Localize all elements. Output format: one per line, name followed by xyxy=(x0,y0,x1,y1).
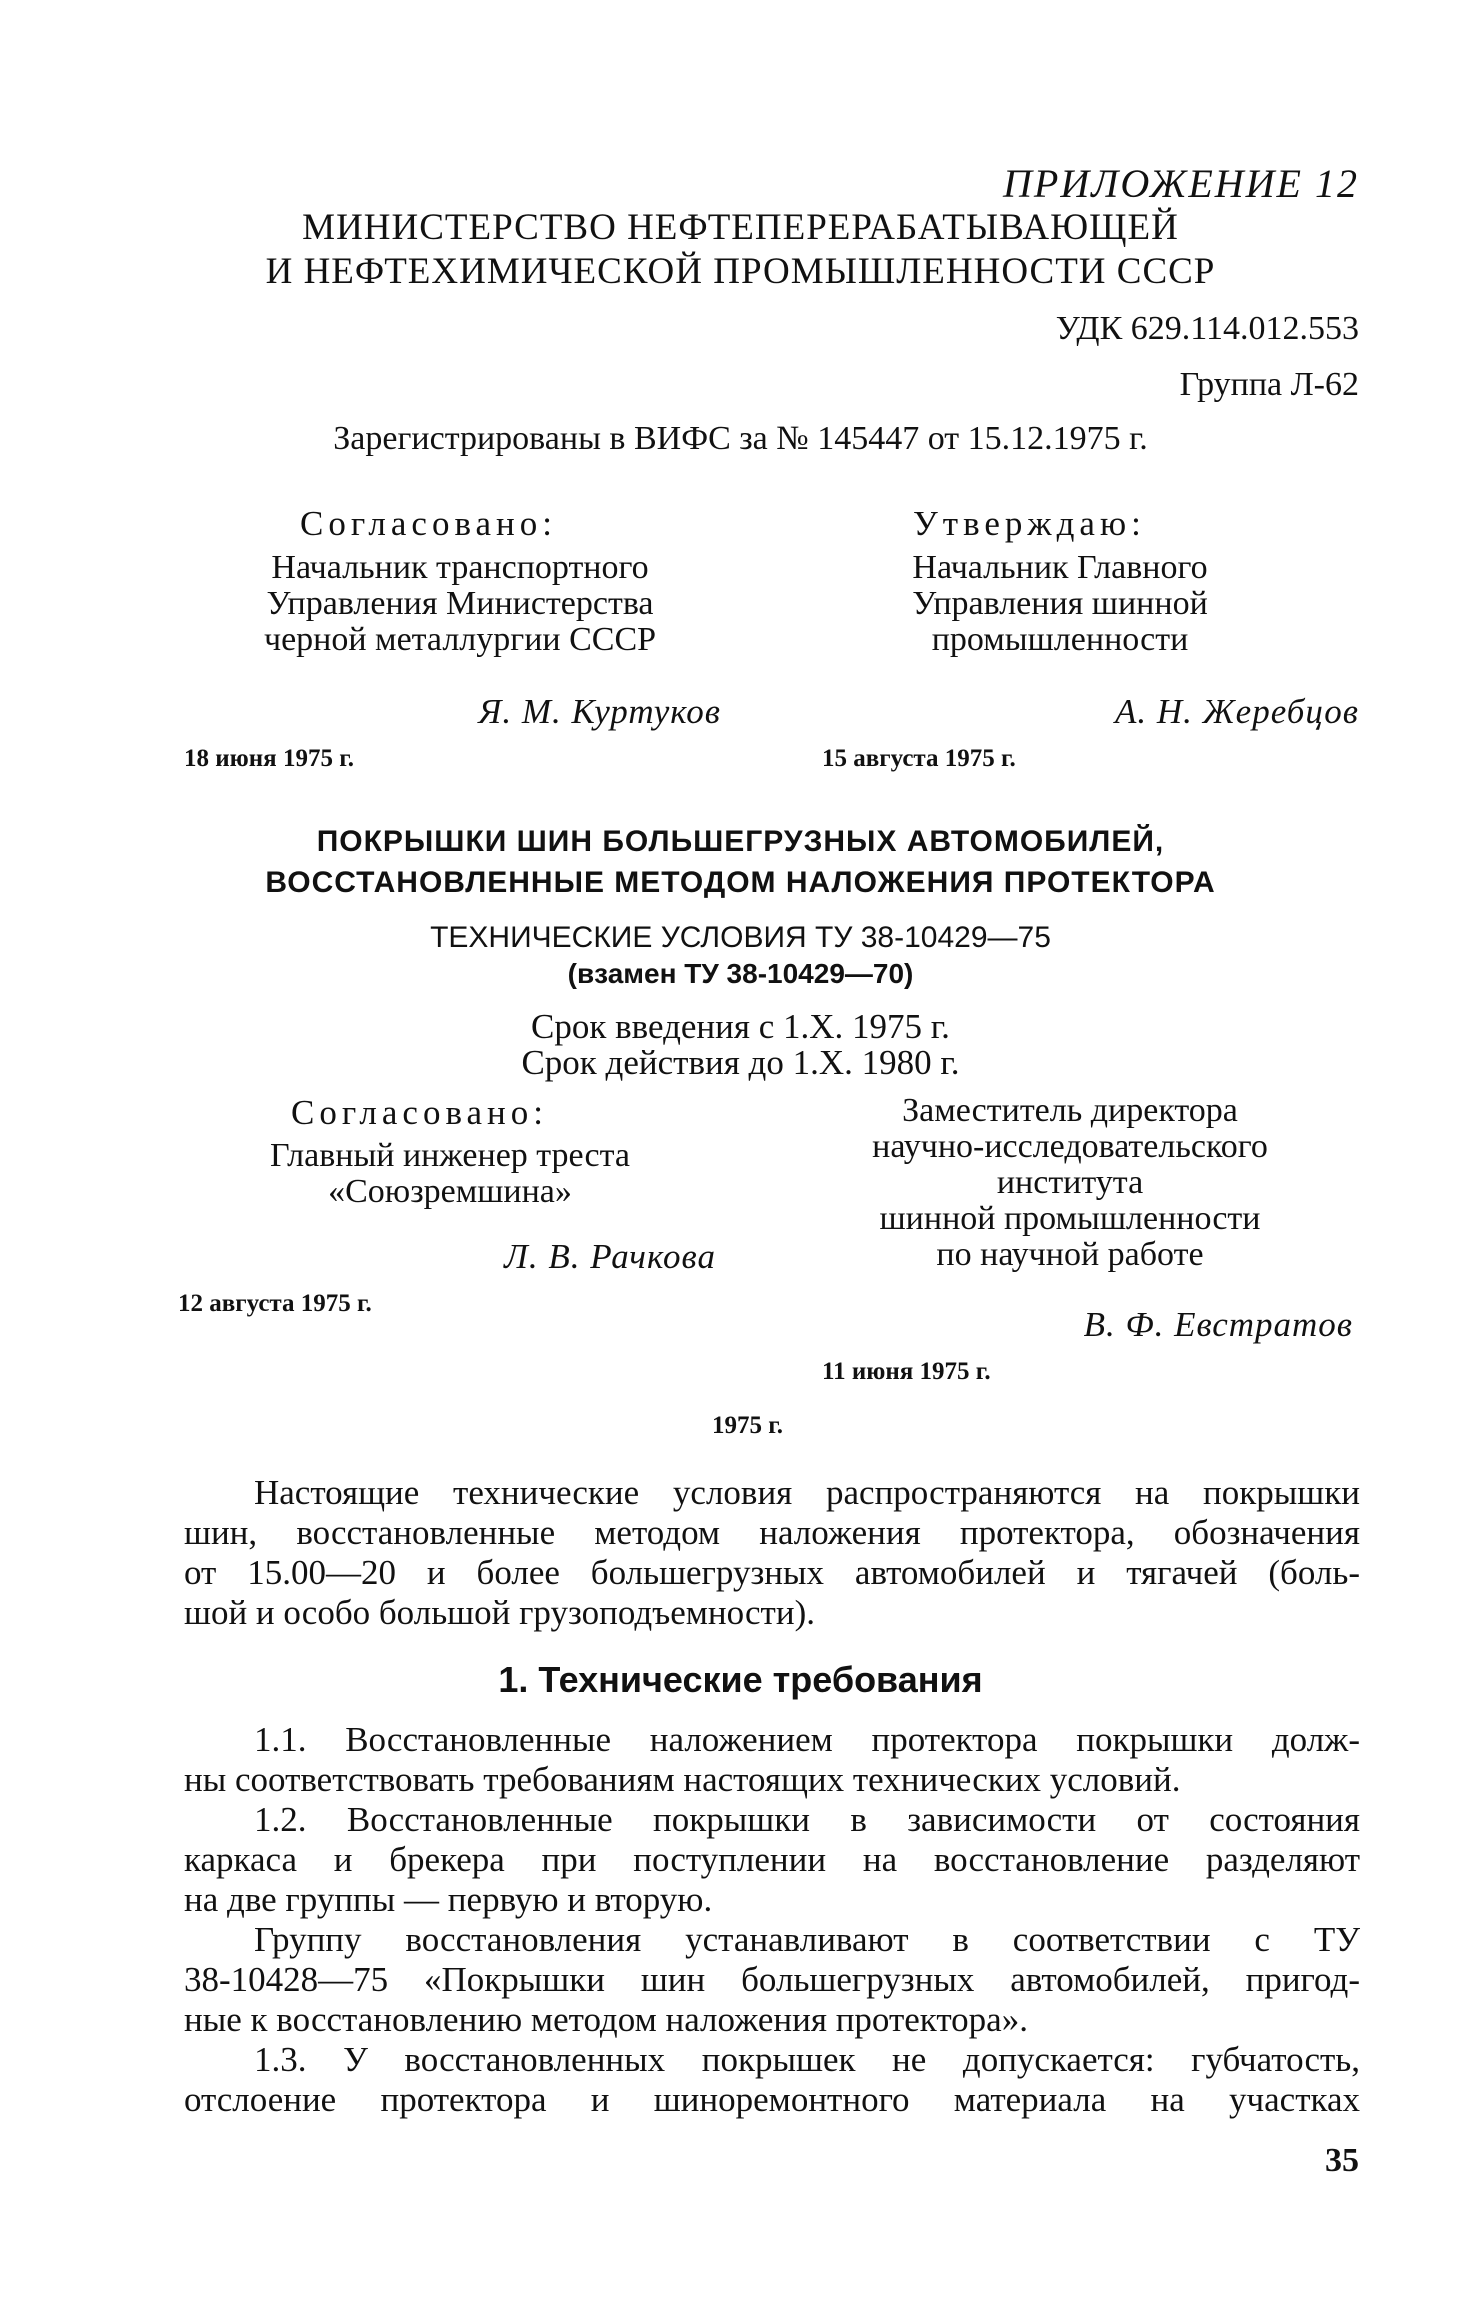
text-line: Настоящие технические условия распространяются на покрышки xyxy=(254,1473,1360,1512)
approval-year: 1975 г. xyxy=(712,1412,784,1439)
position-line: научно-исследовательского xyxy=(872,1128,1268,1165)
approval-top-left-signature: Я. М. Куртуков xyxy=(478,692,721,731)
position-line: по научной работе xyxy=(936,1236,1204,1273)
position-line: Заместитель директора xyxy=(902,1092,1238,1129)
ministry-title-line2: И НЕФТЕХИМИЧЕСКОЙ ПРОМЫШЛЕННОСТИ СССР xyxy=(265,251,1216,292)
clause-1-2 xyxy=(184,1800,1360,1920)
text-line: 1.2. Восстановленные покрышки в зависимости от состояния xyxy=(254,1800,1360,1839)
approval-top-left-heading: Согласовано: xyxy=(300,504,558,543)
position-line: промышленности xyxy=(931,621,1189,658)
section-heading: 1. Технические требования xyxy=(498,1659,983,1700)
position-line: Управления Министерства xyxy=(266,585,654,622)
approval-bottom-left-signature: Л. В. Рачкова xyxy=(504,1237,716,1276)
text-line: от 15.00—20 и более большегрузных автомобилей и тягачей (боль- xyxy=(184,1553,1360,1592)
replaces-spec: (взамен ТУ 38-10429—70) xyxy=(567,958,914,989)
ministry-title-line1: МИНИСТЕРСТВО НЕФТЕПЕРЕРАБАТЫВАЮЩЕЙ xyxy=(302,207,1179,248)
approval-bottom-left-heading: Согласовано: xyxy=(291,1093,549,1132)
text-line: отслоение протектора и шиноремонтного материала на участках xyxy=(184,2080,1360,2119)
text-line: ные к восстановлению методом наложения протектора». xyxy=(184,2000,1028,2039)
approval-top-right-date: 15 августа 1975 г. xyxy=(822,745,1016,772)
text-line: Группу восстановления устанавливают в соответствии с ТУ xyxy=(254,1920,1360,1959)
approval-bottom-right-position xyxy=(830,1093,1310,1273)
position-line: Управления шинной xyxy=(912,585,1208,622)
position-line: Начальник Главного xyxy=(912,549,1208,586)
text-line: 1.3. У восстановленных покрышек не допускается: губчатость, xyxy=(254,2040,1360,2079)
intro-paragraph xyxy=(184,1473,1360,1633)
appendix-label: ПРИЛОЖЕНИЕ 12 xyxy=(1003,161,1359,206)
text-line: ны соответствовать требованиям настоящих технических условий. xyxy=(184,1760,1181,1799)
text-line: шин, восстановленные методом наложения протектора, обозначения xyxy=(184,1513,1360,1552)
spec-code: ТЕХНИЧЕСКИЕ УСЛОВИЯ ТУ 38-10429—75 xyxy=(430,921,1051,954)
valid-until: Срок действия до 1.Х. 1980 г. xyxy=(521,1043,960,1082)
approval-top-right-signature: А. Н. Жеребцов xyxy=(1114,692,1359,731)
group-paragraph xyxy=(184,1920,1360,2040)
approval-bottom-left-position xyxy=(200,1138,700,1210)
doc-title-line1: ПОКРЫШКИ ШИН БОЛЬШЕГРУЗНЫХ АВТОМОБИЛЕЙ, xyxy=(316,825,1165,858)
udk-code: УДК 629.114.012.553 xyxy=(1055,310,1359,347)
position-line: Начальник транспортного xyxy=(271,549,649,586)
approval-bottom-right-date: 11 июня 1975 г. xyxy=(822,1358,991,1385)
text-line: на две группы — первую и вторую. xyxy=(184,1880,713,1919)
group-code: Группа Л-62 xyxy=(1179,366,1359,403)
approval-top-right-position xyxy=(860,550,1260,658)
position-line: Главный инженер треста xyxy=(270,1137,630,1174)
position-line: шинной промышленности xyxy=(879,1200,1261,1237)
approval-top-right-heading: Утверждаю: xyxy=(913,504,1146,543)
text-line: 38-10428—75 «Покрышки шин большегрузных автомобилей, пригод- xyxy=(184,1960,1360,1999)
approval-top-left-position xyxy=(200,550,720,658)
text-line: 1.1. Восстановленные наложением протектора покрышки долж- xyxy=(254,1720,1360,1759)
position-line: института xyxy=(996,1164,1144,1201)
approval-bottom-left-date: 12 августа 1975 г. xyxy=(178,1290,372,1317)
position-line: «Союзремшина» xyxy=(328,1173,572,1210)
text-line: шой и особо большой грузоподъемности). xyxy=(184,1593,815,1632)
clause-1-3 xyxy=(184,2040,1360,2120)
approval-top-left-date: 18 июня 1975 г. xyxy=(184,745,354,772)
text-line: каркаса и брекера при поступлении на восстановление разделяют xyxy=(184,1840,1360,1879)
doc-title-line2: ВОССТАНОВЛЕННЫЕ МЕТОДОМ НАЛОЖЕНИЯ ПРОТЕКТОРА xyxy=(265,866,1216,899)
clause-1-1 xyxy=(184,1720,1360,1800)
position-line: черной металлургии СССР xyxy=(263,621,657,658)
intro-date: Срок введения с 1.Х. 1975 г. xyxy=(531,1007,950,1046)
page-number: 35 xyxy=(1325,2142,1359,2179)
approval-bottom-right-signature: В. Ф. Евстратов xyxy=(1083,1305,1353,1344)
registration-line: Зарегистрированы в ВИФС за № 145447 от 15.12.1975 г. xyxy=(333,420,1148,457)
